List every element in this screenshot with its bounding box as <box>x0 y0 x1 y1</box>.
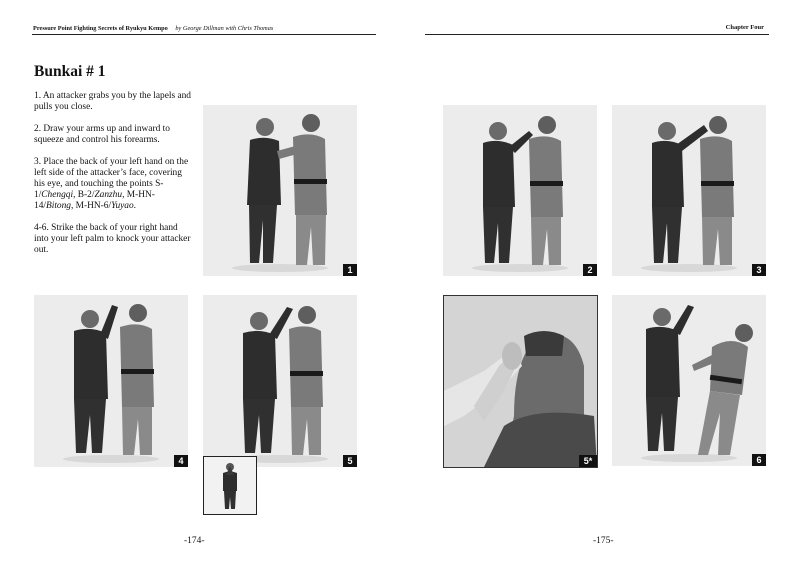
closeup-illustration <box>444 296 597 467</box>
figures-illustration <box>34 295 188 467</box>
byline: by George Dillman with Chris Thomas <box>175 25 274 32</box>
step-1: 1. An attacker grabs you by the lapels and pulls you close. <box>34 91 191 112</box>
photo-5 <box>203 295 357 467</box>
photo-number: 2 <box>583 264 597 276</box>
step-4-6: 4-6. Strike the back of your right hand into your left palm to knock your attacker out. <box>34 223 191 255</box>
figures-illustration <box>612 105 766 276</box>
figures-illustration <box>612 295 766 466</box>
step-list <box>34 91 192 267</box>
running-head <box>33 25 273 32</box>
header-rule-left <box>32 34 376 35</box>
photo-4 <box>34 295 188 467</box>
figures-illustration <box>203 295 357 467</box>
photo-1 <box>203 105 357 276</box>
photo-number: 5 <box>343 455 357 467</box>
section-heading: Bunkai # 1 <box>34 63 106 80</box>
page-number-left: -174- <box>184 536 205 546</box>
book-title: Pressure Point Fighting Secrets of Ryukyu Kempo <box>33 25 168 32</box>
photo-3 <box>612 105 766 276</box>
page-number-right: -175- <box>593 536 614 546</box>
photo-number: 6 <box>752 454 766 466</box>
inset-photo <box>203 456 257 515</box>
single-figure-illustration <box>204 457 256 514</box>
photo-2 <box>443 105 597 276</box>
photo-5-closeup <box>443 295 598 468</box>
figures-illustration <box>203 105 357 276</box>
header-rule-right <box>425 34 769 35</box>
chapter-title: Chapter Four <box>725 24 764 31</box>
photo-number: 4 <box>174 455 188 467</box>
step-2: 2. Draw your arms up and inward to squeeze and control his forearms. <box>34 124 170 145</box>
photo-number: 1 <box>343 264 357 276</box>
photo-number: 5* <box>579 455 597 467</box>
figures-illustration <box>443 105 597 276</box>
photo-number: 3 <box>752 264 766 276</box>
photo-6 <box>612 295 766 466</box>
step-3: 3. Place the back of your left hand on the left side of the attacker’s face, covering his eye, and touching the points S-1/Chengqi, B-2/Zanzhu, M-HN-14/Bitong, M-HN-6/Yuyao. <box>34 157 189 211</box>
